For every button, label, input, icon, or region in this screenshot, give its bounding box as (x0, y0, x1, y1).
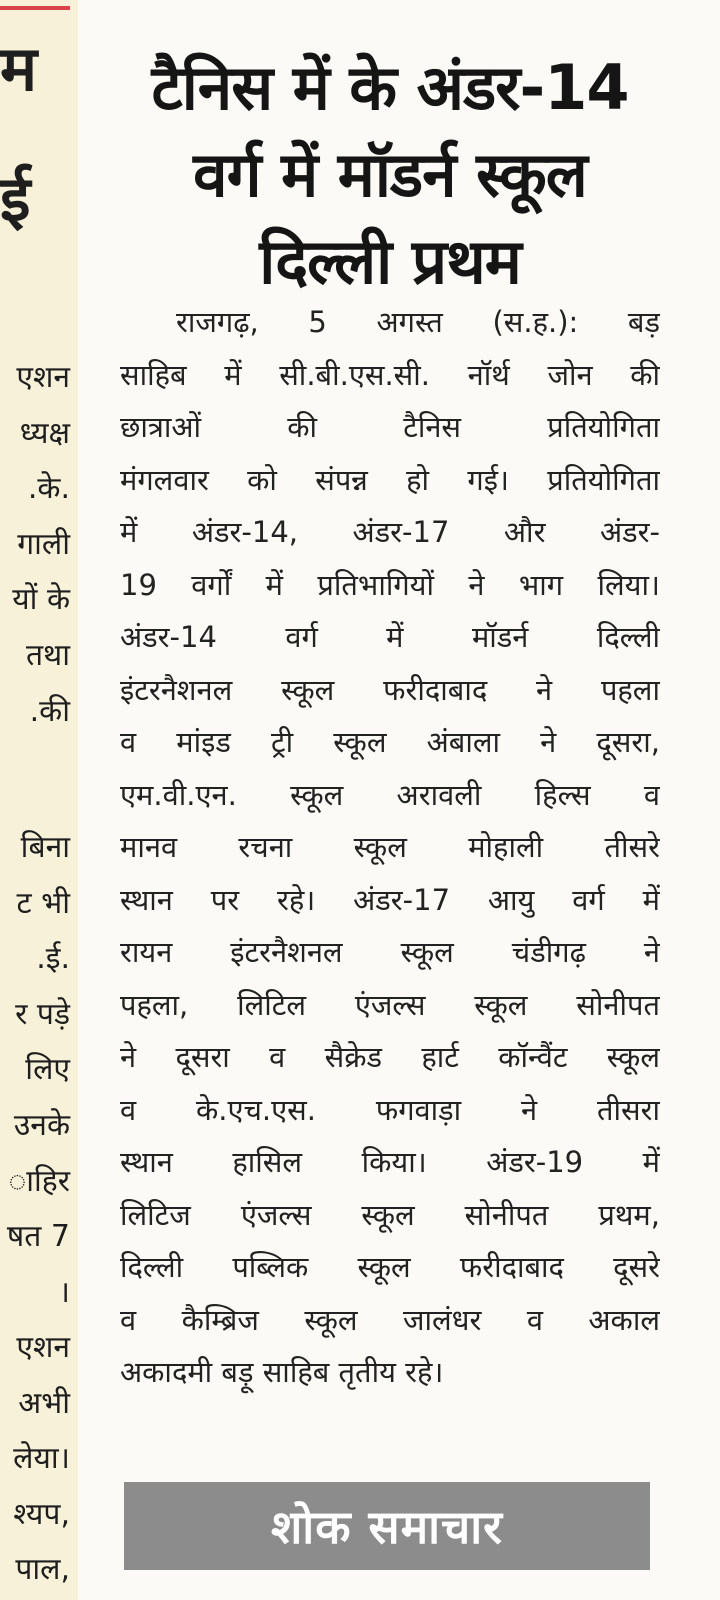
article-headline (120, 44, 660, 305)
body-line: ने दूसरा व सैक्रेड हार्ट कॉन्वैंट स्कूल (120, 1040, 660, 1074)
body-line: मंगलवार को संपन्न हो गई। प्रतियोगिता (120, 462, 660, 497)
adjacent-text-block (13, 1320, 70, 1598)
section-banner-label: शोक समाचार (271, 1500, 503, 1554)
adjacent-text-line: उनके (13, 1107, 70, 1143)
adjacent-text-line: षत 7 (6, 1219, 70, 1255)
adjacent-text-line: बिना (20, 830, 70, 865)
adjacent-text-line: लिए (25, 1052, 70, 1088)
adjacent-text-line: तथा (25, 637, 70, 673)
headline-line: दिल्ली प्रथम (259, 225, 521, 298)
headline-line: टैनिस में के अंडर-14 (151, 51, 629, 124)
body-line: पहला, लिटिल एंजल्स स्कूल सोनीपत (120, 987, 660, 1022)
adjacent-text-line: र पड़े (15, 996, 70, 1032)
adjacent-headline-fragment: म (0, 32, 37, 105)
body-line: 19 वर्गों में प्रतिभागियों ने भाग लिया। (120, 567, 660, 602)
adjacent-text-block (7, 820, 70, 1320)
body-line: स्थान हासिल किया। अंडर-19 में (120, 1145, 660, 1179)
adjacent-text-line: .ई. (36, 941, 70, 977)
adjacent-text-line: एशन (16, 1330, 70, 1365)
article-body (120, 296, 660, 1399)
adjacent-text-line: गाली (17, 526, 70, 562)
body-line: व के.एच.एस. फगवाड़ा ने तीसरा (120, 1092, 660, 1127)
section-rule (0, 6, 70, 10)
body-line: छात्राओं की टैनिस प्रतियोगिता (120, 410, 660, 444)
adjacent-text-line: यों के (12, 582, 70, 618)
body-line: अकादमी बड़ू साहिब तृतीय रहे। (120, 1355, 444, 1389)
adjacent-text-line: पाल, (15, 1552, 70, 1588)
body-line: व मांइड ट्री स्कूल अंबाला ने दूसरा, (120, 725, 660, 759)
adjacent-text-line: ट भी (16, 885, 70, 921)
section-banner (124, 1482, 650, 1570)
adjacent-text-line: ाहिर (8, 1163, 70, 1199)
adjacent-headline-fragment: ई (0, 162, 31, 235)
body-line: व कैम्ब्रिज स्कूल जालंधर व अकाल (120, 1302, 660, 1337)
body-line: इंटरनैशनल स्कूल फरीदाबाद ने पहला (120, 672, 660, 707)
adjacent-text-line: लेया। (13, 1441, 70, 1477)
body-line: रायन इंटरनैशनल स्कूल चंडीगढ़ ने (120, 935, 660, 969)
adjacent-text-line: ध्यक्ष (19, 415, 70, 451)
body-line: दिल्ली पब्लिक स्कूल फरीदाबाद दूसरे (120, 1250, 660, 1284)
headline-line: वर्ग में मॉडर्न स्कूल (193, 138, 587, 211)
body-line: में अंडर-14, अंडर-17 और अंडर- (120, 515, 660, 549)
body-line: लिटिज एंजल्स स्कूल सोनीपत प्रथम, (120, 1197, 660, 1232)
body-line: साहिब में सी.बी.एस.सी. नॉर्थ जोन की (120, 357, 660, 392)
body-line: एम.वी.एन. स्कूल अरावली हिल्स व (120, 777, 660, 812)
adjacent-text-line: .की (29, 693, 70, 729)
adjacent-text-line: अभी (18, 1385, 70, 1421)
body-line: स्थान पर रहे। अंडर-17 आयु वर्ग में (120, 882, 660, 917)
adjacent-article-column (0, 0, 78, 1600)
body-line: मानव रचना स्कूल मोहाली तीसरे (120, 830, 660, 864)
adjacent-text-line: । (58, 1274, 70, 1310)
adjacent-text-line: एशन (16, 360, 70, 395)
adjacent-text-block (12, 350, 70, 739)
body-line: अंडर-14 वर्ग में मॉडर्न दिल्ली (120, 620, 660, 654)
dateline-line: राजगढ़, 5 अगस्त (स.ह.): बड़ (176, 305, 660, 339)
adjacent-text-line: श्यप, (13, 1496, 70, 1532)
adjacent-text-line: .के. (27, 471, 70, 507)
